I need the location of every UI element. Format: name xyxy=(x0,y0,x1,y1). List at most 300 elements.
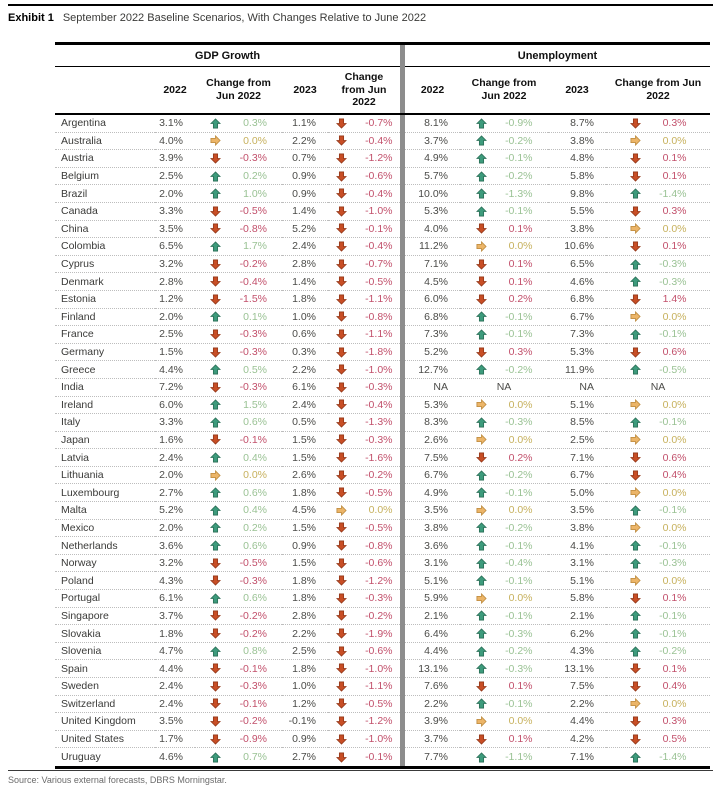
change-cell xyxy=(460,379,548,397)
down-arrow-icon xyxy=(336,188,347,199)
change-value: 0.1% xyxy=(508,733,533,746)
change-cell xyxy=(460,309,548,327)
change-value: -0.1% xyxy=(505,609,533,622)
change-value: -0.1% xyxy=(505,310,533,323)
country-label: Singapore xyxy=(55,608,155,626)
metric-value: 2.0% xyxy=(155,520,195,538)
change-cell xyxy=(328,326,400,344)
metric-value: 6.7% xyxy=(548,309,606,327)
metric-value: 4.0% xyxy=(155,133,195,151)
change-cell xyxy=(328,273,400,291)
change-cell xyxy=(328,361,400,379)
change-value: -0.1% xyxy=(239,662,267,675)
metric-value: 6.0% xyxy=(155,397,195,415)
change-value: -0.3% xyxy=(239,574,267,587)
change-cell xyxy=(195,432,282,450)
change-value: -0.2% xyxy=(505,521,533,534)
metric-value: 2.4% xyxy=(155,449,195,467)
change-value: -1.0% xyxy=(365,363,393,376)
change-cell xyxy=(195,115,282,133)
down-arrow-icon xyxy=(630,663,641,674)
metric-value: 7.3% xyxy=(548,326,606,344)
metric-value: 12.7% xyxy=(405,361,460,379)
metric-value: 1.4% xyxy=(282,273,328,291)
change-cell xyxy=(328,379,400,397)
metric-value: 3.5% xyxy=(155,713,195,731)
metric-value: 1.8% xyxy=(282,291,328,309)
metric-value: 4.4% xyxy=(548,713,606,731)
metric-value: 2.6% xyxy=(405,432,460,450)
metric-value: 3.3% xyxy=(155,414,195,432)
change-value: 0.1% xyxy=(508,680,533,693)
table-row xyxy=(55,256,710,274)
metric-value: 5.3% xyxy=(548,344,606,362)
change-cell xyxy=(460,748,548,766)
change-value: -0.1% xyxy=(239,697,267,710)
change-value: -0.4% xyxy=(239,275,267,288)
change-value: -0.2% xyxy=(505,170,533,183)
change-value: -1.2% xyxy=(365,152,393,165)
up-arrow-icon xyxy=(630,558,641,569)
change-value: -0.3% xyxy=(365,592,393,605)
down-arrow-icon xyxy=(336,698,347,709)
change-cell xyxy=(328,520,400,538)
metric-value: 9.8% xyxy=(548,185,606,203)
metric-value: 3.6% xyxy=(405,537,460,555)
change-cell xyxy=(328,256,400,274)
metric-value: 5.2% xyxy=(155,502,195,520)
metric-value: 1.2% xyxy=(282,696,328,714)
table-row xyxy=(55,291,710,309)
change-cell xyxy=(460,467,548,485)
metric-value: 7.5% xyxy=(548,678,606,696)
table-row xyxy=(55,221,710,239)
up-arrow-icon xyxy=(630,417,641,428)
change-cell xyxy=(328,696,400,714)
change-value: 0.0% xyxy=(508,433,533,446)
change-value: 0.1% xyxy=(508,222,533,235)
change-cell xyxy=(606,696,710,714)
up-arrow-icon xyxy=(210,241,221,252)
country-label: India xyxy=(55,379,155,397)
metric-value: 0.6% xyxy=(282,326,328,344)
change-value: -0.8% xyxy=(239,222,267,235)
down-arrow-icon xyxy=(476,734,487,745)
change-cell xyxy=(328,608,400,626)
down-arrow-icon xyxy=(210,734,221,745)
change-value: -0.2% xyxy=(659,645,687,658)
metric-value: 1.1% xyxy=(282,115,328,133)
metric-value: 2.0% xyxy=(155,185,195,203)
change-value: -0.7% xyxy=(365,258,393,271)
up-arrow-icon xyxy=(476,417,487,428)
up-arrow-icon xyxy=(476,663,487,674)
change-cell xyxy=(460,643,548,661)
metric-value: 6.4% xyxy=(405,625,460,643)
change-cell xyxy=(328,643,400,661)
metric-value: 4.3% xyxy=(548,643,606,661)
down-arrow-icon xyxy=(336,294,347,305)
metric-value: 1.0% xyxy=(282,309,328,327)
up-arrow-icon xyxy=(210,171,221,182)
change-cell xyxy=(328,748,400,766)
metric-value: 2.2% xyxy=(282,361,328,379)
metric-value: 3.2% xyxy=(155,555,195,573)
change-value: -0.3% xyxy=(239,381,267,394)
metric-value: 0.5% xyxy=(282,414,328,432)
metric-value: 7.1% xyxy=(405,256,460,274)
metric-value: 6.5% xyxy=(155,238,195,256)
up-arrow-icon xyxy=(476,470,487,481)
flat-arrow-icon xyxy=(630,434,641,445)
table-row xyxy=(55,555,710,573)
change-cell xyxy=(328,590,400,608)
metric-value: 2.5% xyxy=(155,326,195,344)
up-arrow-icon xyxy=(630,610,641,621)
change-cell xyxy=(195,185,282,203)
change-value: 0.0% xyxy=(508,240,533,253)
flat-arrow-icon xyxy=(210,470,221,481)
metric-value: 3.5% xyxy=(155,221,195,239)
change-value: 0.4% xyxy=(243,451,267,464)
metric-value: 6.1% xyxy=(155,590,195,608)
metric-value: 2.0% xyxy=(155,467,195,485)
down-arrow-icon xyxy=(336,593,347,604)
change-cell xyxy=(195,467,282,485)
na-value: NA xyxy=(496,381,512,394)
metric-value: 1.5% xyxy=(282,520,328,538)
change-value: -0.8% xyxy=(365,539,393,552)
change-value: -1.1% xyxy=(365,680,393,693)
country-label: Slovenia xyxy=(55,643,155,661)
change-value: 0.0% xyxy=(508,592,533,605)
up-arrow-icon xyxy=(630,505,641,516)
change-value: 0.2% xyxy=(243,521,267,534)
down-arrow-icon xyxy=(336,347,347,358)
change-cell xyxy=(606,555,710,573)
up-arrow-icon xyxy=(210,505,221,516)
change-cell xyxy=(195,168,282,186)
change-cell xyxy=(606,397,710,415)
up-arrow-icon xyxy=(210,752,221,763)
metric-value: 5.8% xyxy=(548,590,606,608)
table-row xyxy=(55,625,710,643)
change-cell xyxy=(328,150,400,168)
change-value: -0.5% xyxy=(659,363,687,376)
table-row xyxy=(55,713,710,731)
down-arrow-icon xyxy=(336,752,347,763)
table-row xyxy=(55,467,710,485)
change-cell xyxy=(460,221,548,239)
change-cell xyxy=(606,537,710,555)
metric-value: 4.4% xyxy=(155,361,195,379)
change-cell xyxy=(606,432,710,450)
metric-value: 2.1% xyxy=(548,608,606,626)
change-value: 0.0% xyxy=(368,504,393,517)
up-arrow-icon xyxy=(476,487,487,498)
change-cell xyxy=(195,484,282,502)
down-arrow-icon xyxy=(336,329,347,340)
change-value: 0.0% xyxy=(508,398,533,411)
down-arrow-icon xyxy=(630,294,641,305)
change-value: -0.5% xyxy=(365,697,393,710)
metric-value: 3.8% xyxy=(548,520,606,538)
change-value: 0.1% xyxy=(662,592,687,605)
metric-value: 2.4% xyxy=(155,696,195,714)
table-row xyxy=(55,238,710,256)
down-arrow-icon xyxy=(336,118,347,129)
metric-value: 5.7% xyxy=(405,168,460,186)
change-cell xyxy=(460,133,548,151)
metric-value: 0.7% xyxy=(282,150,328,168)
change-cell xyxy=(328,291,400,309)
flat-arrow-icon xyxy=(336,505,347,516)
change-value: -1.4% xyxy=(659,187,687,200)
change-cell xyxy=(195,361,282,379)
down-arrow-icon xyxy=(336,663,347,674)
change-cell xyxy=(328,731,400,749)
change-cell xyxy=(606,608,710,626)
change-value: 0.6% xyxy=(662,346,687,359)
flat-arrow-icon xyxy=(476,593,487,604)
change-cell xyxy=(195,397,282,415)
metric-value: 4.8% xyxy=(548,150,606,168)
change-value: 0.0% xyxy=(508,715,533,728)
down-arrow-icon xyxy=(630,206,641,217)
change-cell xyxy=(328,221,400,239)
change-cell xyxy=(328,133,400,151)
change-value: -0.5% xyxy=(365,275,393,288)
change-cell xyxy=(195,256,282,274)
metric-value: 5.9% xyxy=(405,590,460,608)
change-cell xyxy=(328,502,400,520)
change-value: 0.3% xyxy=(662,117,687,130)
metric-value: 4.4% xyxy=(405,643,460,661)
change-cell xyxy=(460,660,548,678)
change-cell xyxy=(460,537,548,555)
metric-value: NA xyxy=(405,379,460,397)
up-arrow-icon xyxy=(210,646,221,657)
change-value: -0.1% xyxy=(505,574,533,587)
down-arrow-icon xyxy=(210,575,221,586)
change-value: -0.3% xyxy=(659,258,687,271)
change-value: 0.1% xyxy=(662,170,687,183)
change-value: 0.0% xyxy=(662,574,687,587)
change-cell xyxy=(606,256,710,274)
change-cell xyxy=(606,309,710,327)
change-cell xyxy=(195,660,282,678)
change-value: -0.4% xyxy=(365,134,393,147)
up-arrow-icon xyxy=(476,522,487,533)
change-value: -0.1% xyxy=(659,627,687,640)
metric-value: 3.8% xyxy=(548,221,606,239)
country-label: Colombia xyxy=(55,238,155,256)
down-arrow-icon xyxy=(336,276,347,287)
change-value: -0.1% xyxy=(659,609,687,622)
change-cell xyxy=(460,731,548,749)
down-arrow-icon xyxy=(476,294,487,305)
change-value: 0.7% xyxy=(243,751,267,764)
down-arrow-icon xyxy=(630,734,641,745)
change-cell xyxy=(328,660,400,678)
flat-arrow-icon xyxy=(210,135,221,146)
metric-value: 4.6% xyxy=(548,273,606,291)
change-cell xyxy=(195,608,282,626)
country-label: Norway xyxy=(55,555,155,573)
down-arrow-icon xyxy=(210,153,221,164)
change-value: 0.6% xyxy=(243,539,267,552)
country-label: Portugal xyxy=(55,590,155,608)
table-row xyxy=(55,502,710,520)
down-arrow-icon xyxy=(476,259,487,270)
metric-value: 1.5% xyxy=(155,344,195,362)
change-value: -0.4% xyxy=(365,398,393,411)
change-cell xyxy=(606,168,710,186)
metric-value: 4.0% xyxy=(405,221,460,239)
up-arrow-icon xyxy=(630,276,641,287)
down-arrow-icon xyxy=(336,628,347,639)
metric-value: 6.8% xyxy=(548,291,606,309)
change-cell xyxy=(328,203,400,221)
metric-value: 1.5% xyxy=(282,555,328,573)
table-row xyxy=(55,731,710,749)
change-cell xyxy=(195,309,282,327)
down-arrow-icon xyxy=(336,646,347,657)
change-value: -0.3% xyxy=(239,680,267,693)
up-arrow-icon xyxy=(630,329,641,340)
table-row xyxy=(55,696,710,714)
change-value: 1.4% xyxy=(662,293,687,306)
unemp-2022-header: 2022 xyxy=(420,83,445,96)
metric-value: 3.2% xyxy=(155,256,195,274)
table-row xyxy=(55,344,710,362)
metric-value: 5.3% xyxy=(405,203,460,221)
flat-arrow-icon xyxy=(630,487,641,498)
change-cell xyxy=(460,502,548,520)
change-value: -0.5% xyxy=(365,521,393,534)
change-cell xyxy=(460,713,548,731)
metric-value: 3.5% xyxy=(405,502,460,520)
change-cell xyxy=(195,221,282,239)
flat-arrow-icon xyxy=(476,716,487,727)
change-value: 0.0% xyxy=(662,697,687,710)
change-value: 0.2% xyxy=(243,170,267,183)
table-row xyxy=(55,168,710,186)
down-arrow-icon xyxy=(210,628,221,639)
country-label: Sweden xyxy=(55,678,155,696)
up-arrow-icon xyxy=(476,364,487,375)
na-value: NA xyxy=(650,381,666,394)
down-arrow-icon xyxy=(336,575,347,586)
change-value: 0.5% xyxy=(662,733,687,746)
metric-value: 4.4% xyxy=(155,660,195,678)
down-arrow-icon xyxy=(630,681,641,692)
change-cell xyxy=(460,203,548,221)
table-row xyxy=(55,150,710,168)
down-arrow-icon xyxy=(336,470,347,481)
metric-value: 7.6% xyxy=(405,678,460,696)
metric-value: 3.8% xyxy=(548,133,606,151)
country-label: Australia xyxy=(55,133,155,151)
table-row xyxy=(55,379,710,397)
down-arrow-icon xyxy=(336,487,347,498)
change-value: -0.6% xyxy=(365,645,393,658)
down-arrow-icon xyxy=(336,382,347,393)
table-row xyxy=(55,449,710,467)
change-cell xyxy=(606,414,710,432)
change-cell xyxy=(328,238,400,256)
country-label: United States xyxy=(55,731,155,749)
down-arrow-icon xyxy=(210,716,221,727)
up-arrow-icon xyxy=(476,188,487,199)
table-row xyxy=(55,414,710,432)
down-arrow-icon xyxy=(210,698,221,709)
metric-value: 0.9% xyxy=(282,537,328,555)
metric-value: 5.5% xyxy=(548,203,606,221)
table-row xyxy=(55,203,710,221)
metric-value: 1.2% xyxy=(155,291,195,309)
change-value: 0.0% xyxy=(662,310,687,323)
change-cell xyxy=(328,115,400,133)
metric-value: 11.9% xyxy=(548,361,606,379)
metric-value: 7.2% xyxy=(155,379,195,397)
metric-value: 8.1% xyxy=(405,115,460,133)
down-arrow-icon xyxy=(336,681,347,692)
table-row xyxy=(55,590,710,608)
flat-arrow-icon xyxy=(476,505,487,516)
country-label: Uruguay xyxy=(61,751,101,764)
change-value: -0.1% xyxy=(239,433,267,446)
down-arrow-icon xyxy=(210,206,221,217)
change-value: -0.3% xyxy=(505,662,533,675)
metric-value: 1.4% xyxy=(282,203,328,221)
down-arrow-icon xyxy=(210,434,221,445)
metric-value: 4.7% xyxy=(155,643,195,661)
country-label: Austria xyxy=(55,150,155,168)
metric-value: 3.1% xyxy=(405,555,460,573)
country-label: Belgium xyxy=(55,168,155,186)
metric-value: 3.3% xyxy=(155,203,195,221)
change-cell xyxy=(606,238,710,256)
down-arrow-icon xyxy=(210,259,221,270)
change-cell xyxy=(606,625,710,643)
country-label: Argentina xyxy=(55,115,155,133)
change-value: 0.8% xyxy=(243,645,267,658)
table-row xyxy=(55,115,710,133)
down-arrow-icon xyxy=(210,294,221,305)
change-cell xyxy=(328,484,400,502)
up-arrow-icon xyxy=(210,452,221,463)
metric-value: 5.8% xyxy=(548,168,606,186)
country-label: Japan xyxy=(55,432,155,450)
metric-value: 8.7% xyxy=(548,115,606,133)
change-value: 0.0% xyxy=(662,222,687,235)
change-cell xyxy=(195,203,282,221)
change-value: -0.2% xyxy=(505,134,533,147)
change-cell xyxy=(460,678,548,696)
down-arrow-icon xyxy=(210,681,221,692)
unemp-2023-header: 2023 xyxy=(565,83,589,96)
change-value: -0.1% xyxy=(365,222,393,235)
change-value: -0.2% xyxy=(365,609,393,622)
down-arrow-icon xyxy=(336,452,347,463)
up-arrow-icon xyxy=(630,259,641,270)
change-cell xyxy=(606,572,710,590)
flat-arrow-icon xyxy=(630,311,641,322)
table-row xyxy=(55,273,710,291)
country-label: Malta xyxy=(55,502,155,520)
country-label: Italy xyxy=(55,414,155,432)
